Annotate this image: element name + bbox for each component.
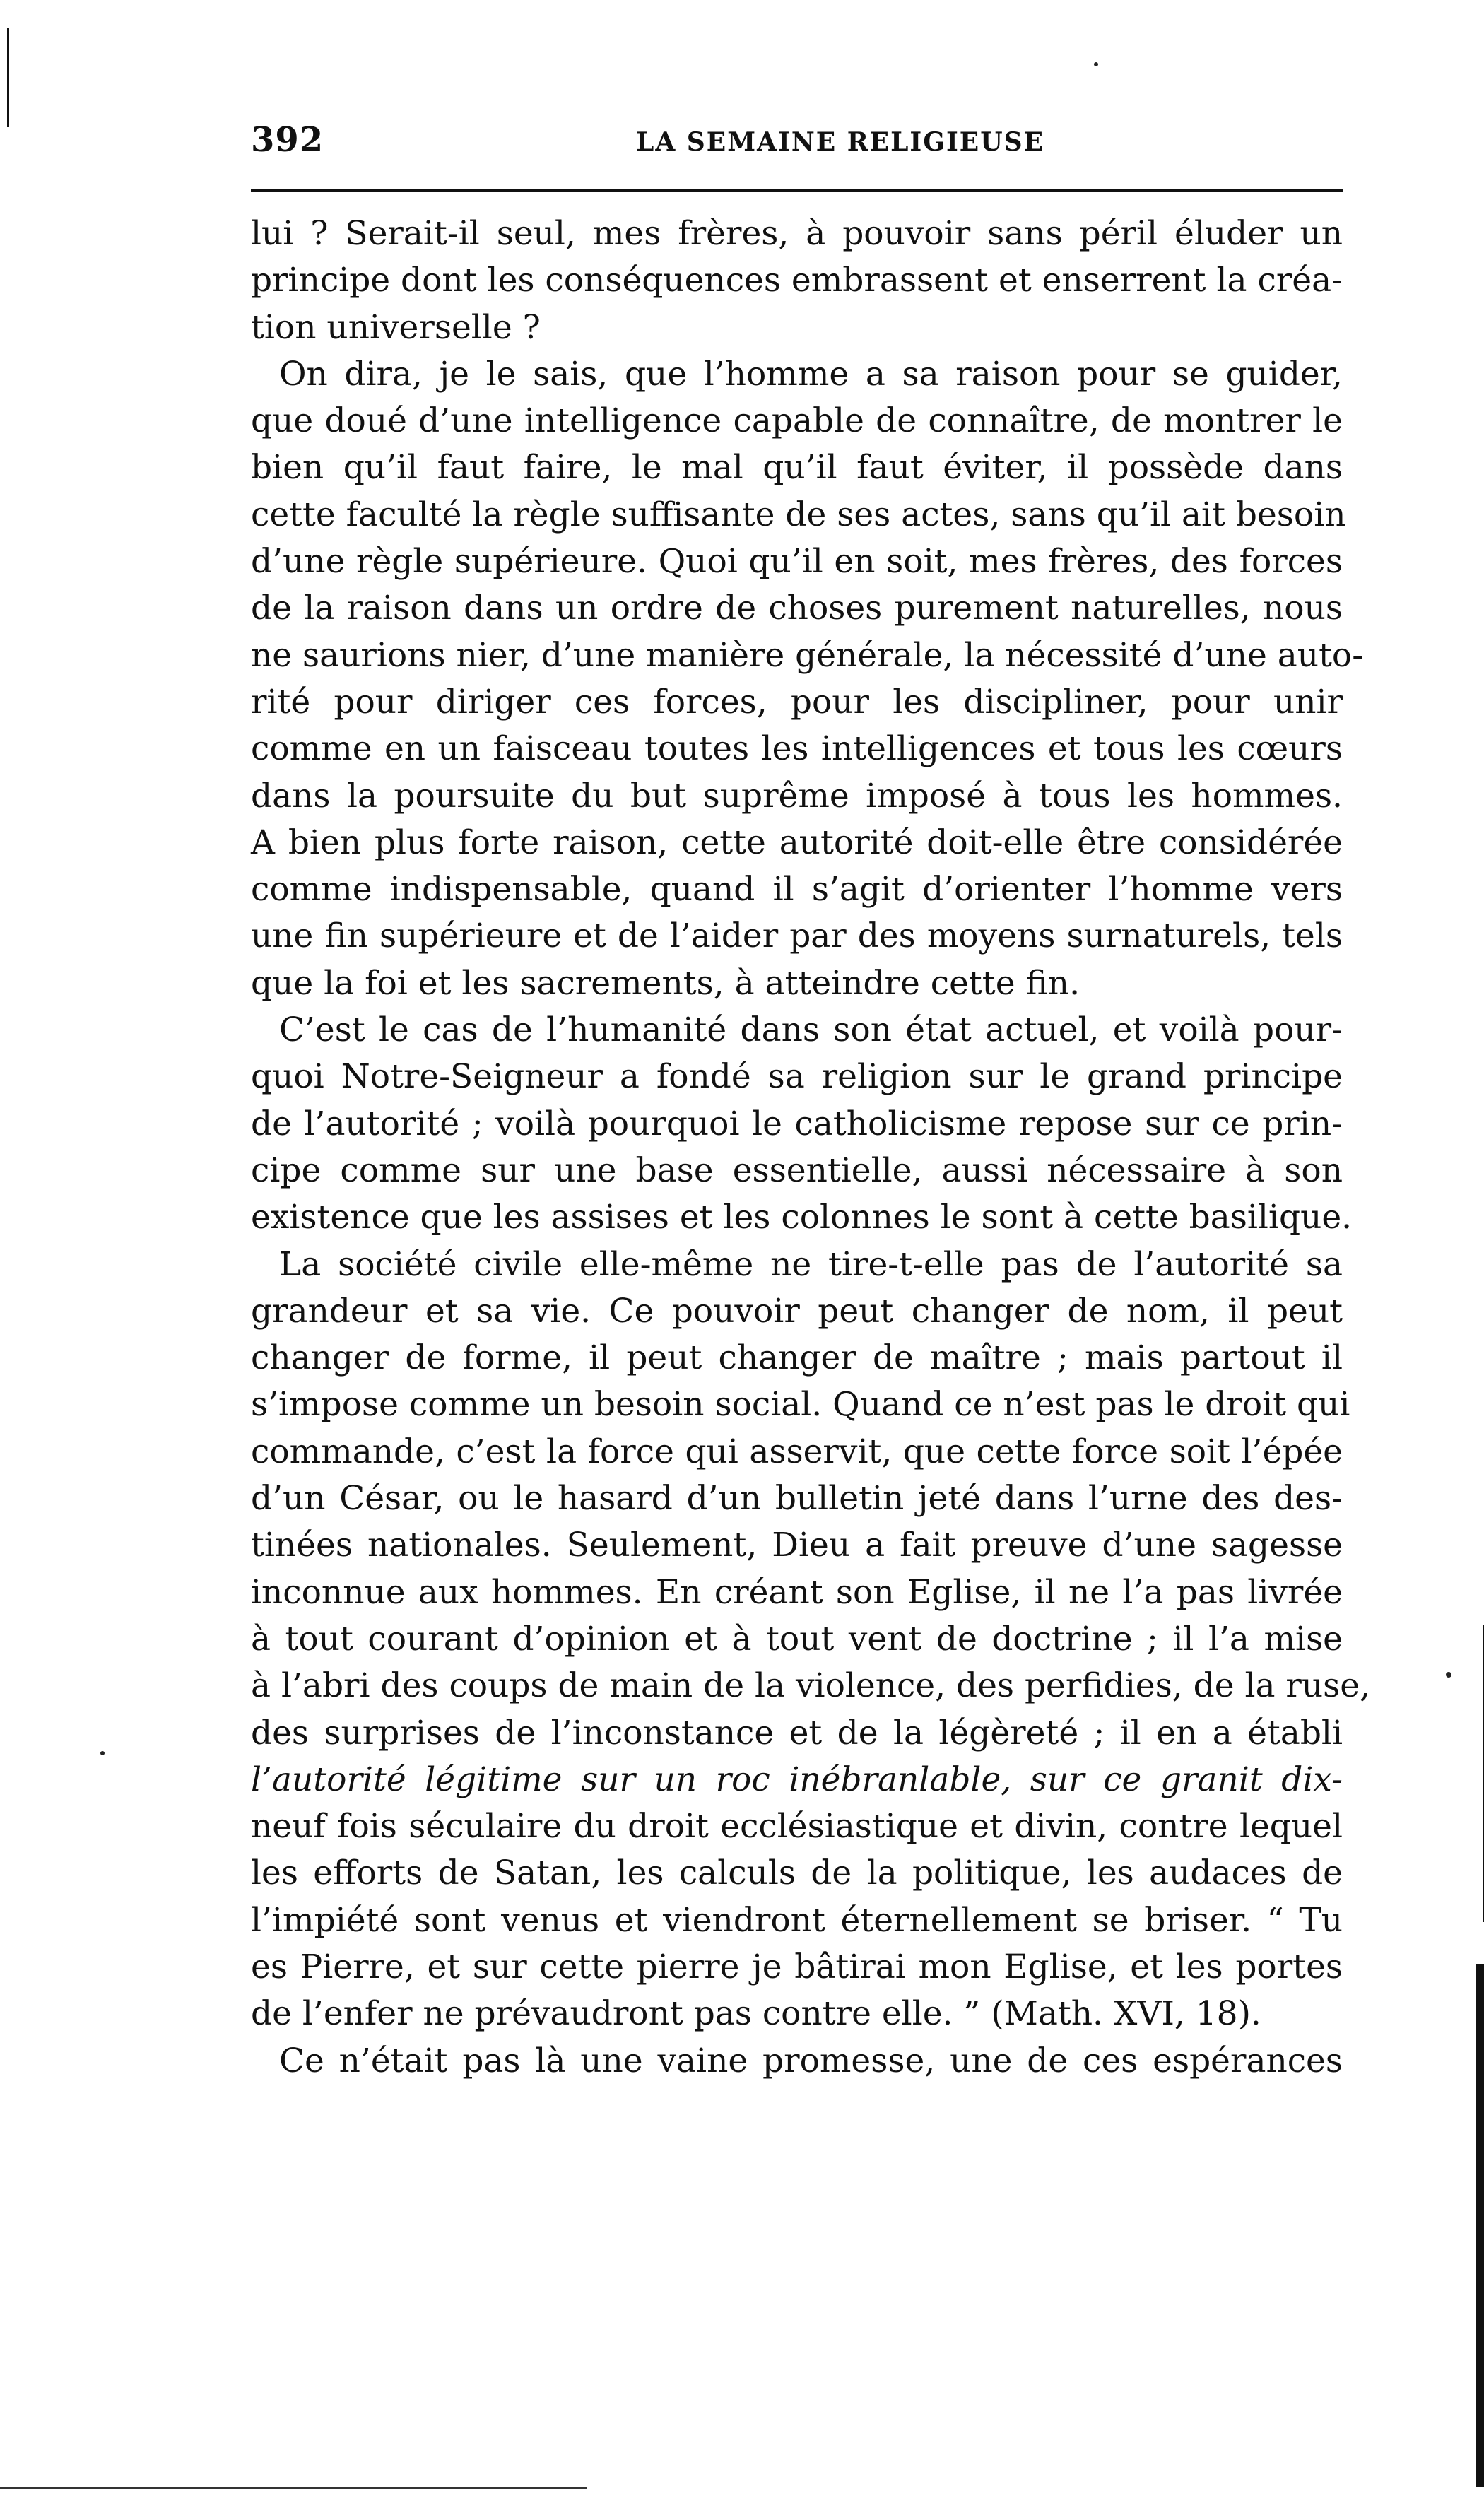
text-line: de l’enfer ne prévaudront pas contre elle. ” (Math. XVI, 18). xyxy=(251,1994,1261,2034)
text-line: On dira, je le sais, que l’homme a sa raison pour se guider, xyxy=(279,354,1343,394)
text-line: l’autorité légitime sur un roc inébranlable, sur ce granit dix- xyxy=(251,1760,1343,1799)
page-number: 392 xyxy=(251,120,324,160)
page-header xyxy=(251,120,1339,177)
text-line: d’une règle supérieure. Quoi qu’il en soit, mes frères, des forces xyxy=(251,542,1343,582)
text-line: lui ? Serait-il seul, mes frères, à pouvoir sans péril éluder un xyxy=(251,214,1343,253)
text-line: tion universelle ? xyxy=(251,307,541,347)
text-line: C’est le cas de l’humanité dans son état actuel, et voilà pour- xyxy=(279,1011,1343,1050)
text-line: commande, c’est la force qui asservit, que cette force soit l’épée xyxy=(251,1432,1343,1471)
text-line: de la raison dans un ordre de choses purement naturelles, nous xyxy=(251,589,1343,628)
text-line: tinées nationales. Seulement, Dieu a fait preuve d’une sagesse xyxy=(251,1526,1343,1565)
text-line: grandeur et sa vie. Ce pouvoir peut changer de nom, il peut xyxy=(251,1291,1343,1331)
text-line: comme en un faisceau toutes les intelligences et tous les cœurs xyxy=(251,729,1343,769)
ink-speck xyxy=(1094,62,1098,66)
text-line: rité pour diriger ces forces, pour les discipliner, pour unir xyxy=(251,682,1343,721)
margin-mark xyxy=(7,28,9,127)
text-line: de l’autorité ; voilà pourquoi le catholicisme repose sur ce prin- xyxy=(251,1104,1343,1143)
text-line: quoi Notre-Seigneur a fondé sa religion sur le grand principe xyxy=(251,1057,1343,1097)
header-rule xyxy=(251,189,1343,192)
text-line: existence que les assises et les colonnes le sont à cette basilique. xyxy=(251,1198,1353,1237)
text-line: l’impiété sont venus et viendront éternellement se briser. “ Tu xyxy=(251,1900,1343,1940)
text-line: que doué d’une intelligence capable de connaître, de montrer le xyxy=(251,401,1343,441)
ink-speck xyxy=(100,1751,105,1755)
text-line: à tout courant d’opinion et à tout vent de doctrine ; il l’a mise xyxy=(251,1619,1343,1658)
text-line: s’impose comme un besoin social. Quand ce n’est pas le droit qui xyxy=(251,1385,1350,1425)
text-line: cette faculté la règle suffisante de ses actes, sans qu’il ait besoin xyxy=(251,495,1346,534)
body-text xyxy=(251,211,1371,2085)
text-line: neuf fois séculaire du droit ecclésiastique et divin, contre lequel xyxy=(251,1807,1343,1846)
text-line: bien qu’il faut faire, le mal qu’il faut éviter, il possède dans xyxy=(251,448,1343,488)
text-line: comme indispensable, quand il s’agit d’orienter l’homme vers xyxy=(251,870,1343,909)
text-line: les efforts de Satan, les calculs de la politique, les audaces de xyxy=(251,1854,1343,1893)
text-line: inconnue aux hommes. En créant son Eglise, il ne l’a pas livrée xyxy=(251,1572,1343,1612)
text-line: des surprises de l’inconstance et de la légèreté ; il en a établi xyxy=(251,1713,1343,1752)
margin-mark xyxy=(1476,1964,1484,2487)
text-line: une fin supérieure et de l’aider par des moyens surnaturels, tels xyxy=(251,917,1343,956)
running-title: LA SEMAINE RELIGIEUSE xyxy=(636,127,1045,157)
text-line: es Pierre, et sur cette pierre je bâtirai mon Eglise, et les portes xyxy=(251,1947,1343,1986)
text-line: que la foi et les sacrements, à atteindre cette fin. xyxy=(251,963,1080,1003)
ink-speck xyxy=(1446,1672,1451,1678)
text-line: cipe comme sur une base essentielle, aussi nécessaire à son xyxy=(251,1150,1343,1190)
text-line: changer de forme, il peut changer de maître ; mais partout il xyxy=(251,1338,1343,1378)
text-line: La société civile elle-même ne tire-t-elle pas de l’autorité sa xyxy=(279,1244,1343,1284)
text-line: A bien plus forte raison, cette autorité doit-elle être considérée xyxy=(251,823,1343,862)
text-line: ne saurions nier, d’une manière générale, la nécessité d’une auto- xyxy=(251,635,1364,675)
text-line: principe dont les conséquences embrassent et enserrent la créa- xyxy=(251,261,1343,300)
text-line: Ce n’était pas là une vaine promesse, une de ces espérances xyxy=(279,2041,1343,2080)
bottom-rule xyxy=(0,2487,587,2489)
text-line: dans la poursuite du but suprême imposé à tous les hommes. xyxy=(251,776,1343,815)
text-line: à l’abri des coups de main de la violence, des perfidies, de la ruse, xyxy=(251,1666,1371,1706)
text-line: d’un César, ou le hasard d’un bulletin jeté dans l’urne des des- xyxy=(251,1479,1343,1519)
